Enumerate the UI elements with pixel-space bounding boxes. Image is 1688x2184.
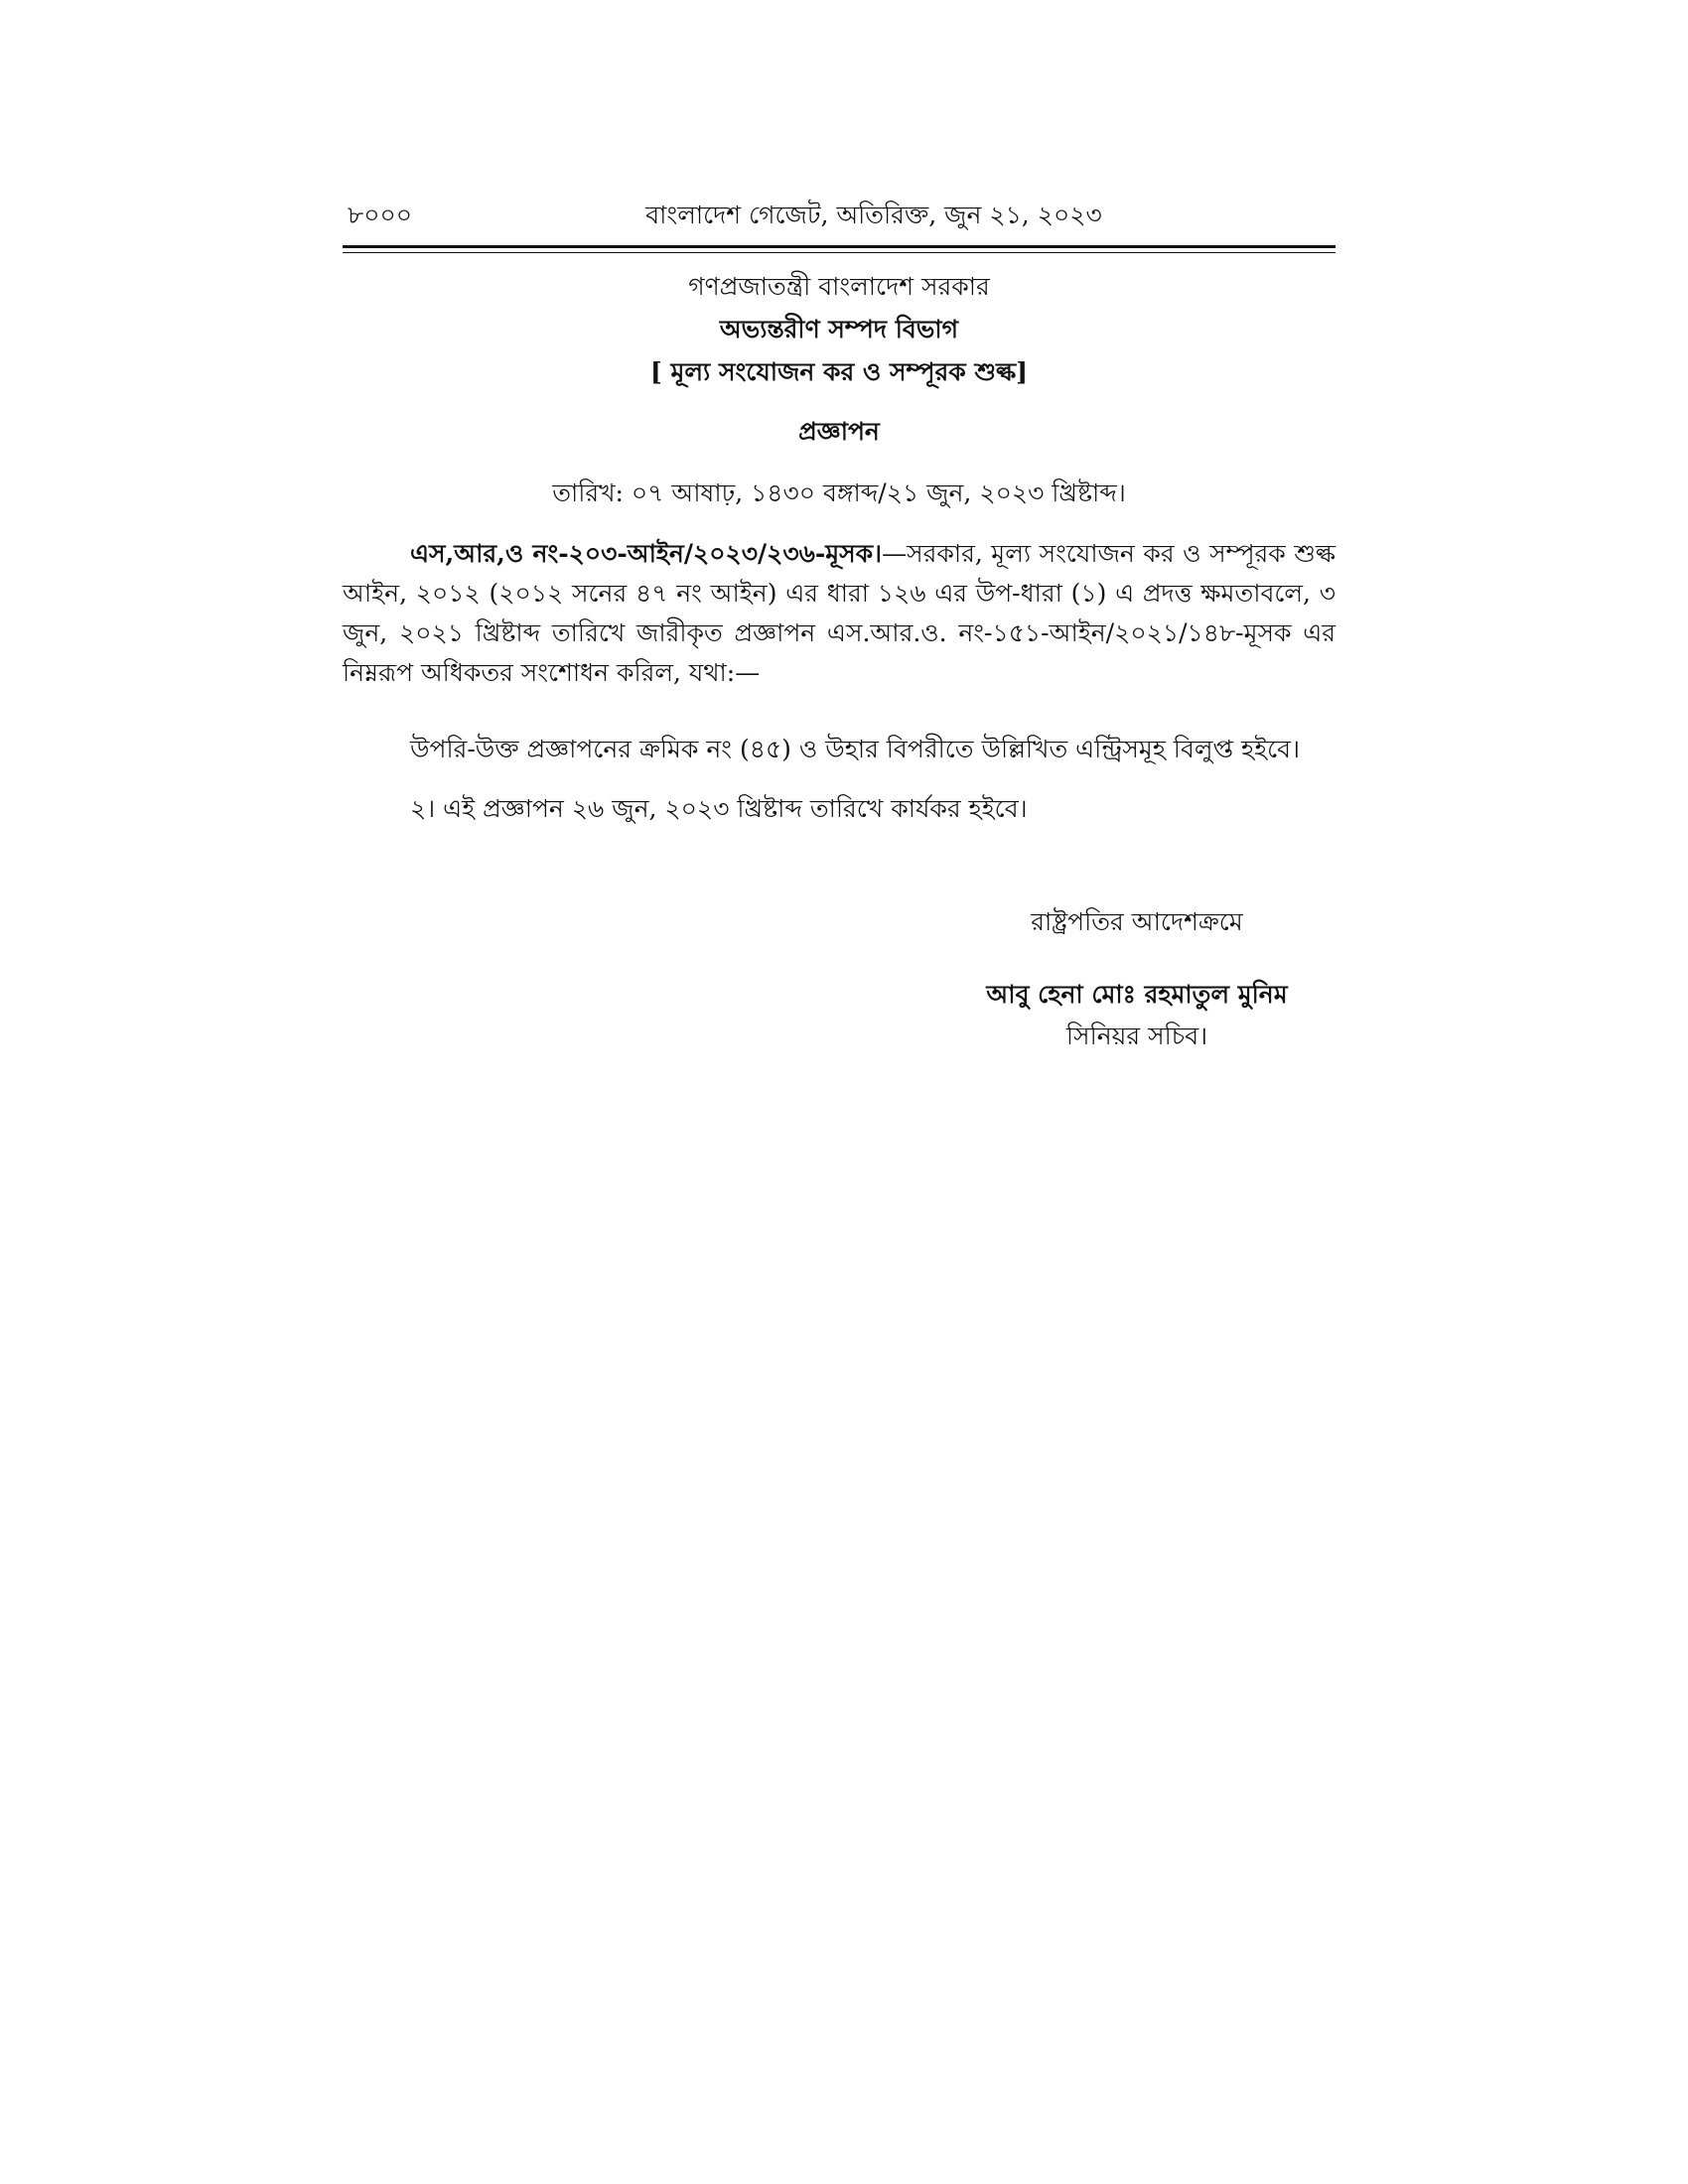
wing-name: [ মূল্য সংযোজন কর ও সম্পূরক শুল্ক] (650, 357, 1028, 386)
notification-title: প্রজ্ঞাপন (798, 417, 880, 446)
sro-number: এস,আর,ও নং-২০৩-আইন/২০২৩/২৩৬-মূসক। (410, 539, 883, 568)
clause-one: উপরি-উক্ত প্রজ্ঞাপনের ক্রমিক নং (৪৫) ও উহার বিপরীতে উল্লিখিত এন্ট্রিসমূহ বিলুপ্ত হইবে। (410, 735, 1301, 763)
signatory-name: আবু হেনা মোঃ রহমাতুল মুনিম (986, 980, 1288, 1009)
gazette-header (343, 199, 1336, 238)
order-line: রাষ্ট্রপতির আদেশক্রমে (1031, 907, 1243, 936)
running-head: বাংলাদেশ গেজেট, অতিরিক্ত, জুন ২১, ২০২৩ (645, 201, 1102, 229)
page-number: ৮০০০ (348, 201, 412, 229)
notification-body (343, 534, 1336, 693)
signatory-title: সিনিয়র সচিব। (1065, 1022, 1208, 1050)
header-rule-thin (343, 252, 1336, 253)
government-name: গণপ্রজাতন্ত্রী বাংলাদেশ সরকার (688, 272, 990, 301)
notification-main-text: —সরকার, মূল্য সংযোজন কর ও সম্পূরক শুল্ক আইন, ২০১২ (২০১২ সনের ৪৭ নং আইন) এর ধারা ১২৬ এর উপ-ধারা (১) এ প্রদত্ত ক্ষমতাবলে, ৩ জুন, ২০২১ খ্রিষ্টাব্দ তারিখে জারীকৃত প্রজ্ঞাপন এস.আর.ও. নং-১৫১-আইন/২০২১/১৪৮-মূসক এর নিম্নরূপ অধিকতর সংশোধন করিল, যথা:— (343, 539, 1336, 687)
notification-date: তারিখ: ০৭ আষাঢ়, ১৪৩০ বঙ্গাব্দ/২১ জুন, ২০২৩ খ্রিষ্টাব্দ। (552, 478, 1126, 507)
division-name: অভ্যন্তরীণ সম্পদ বিভাগ (719, 315, 959, 343)
clause-two: ২। এই প্রজ্ঞাপন ২৬ জুন, ২০২৩ খ্রিষ্টাব্দ তারিখে কার্যকর হইবে। (410, 794, 1028, 823)
header-rule-thick (343, 245, 1336, 248)
